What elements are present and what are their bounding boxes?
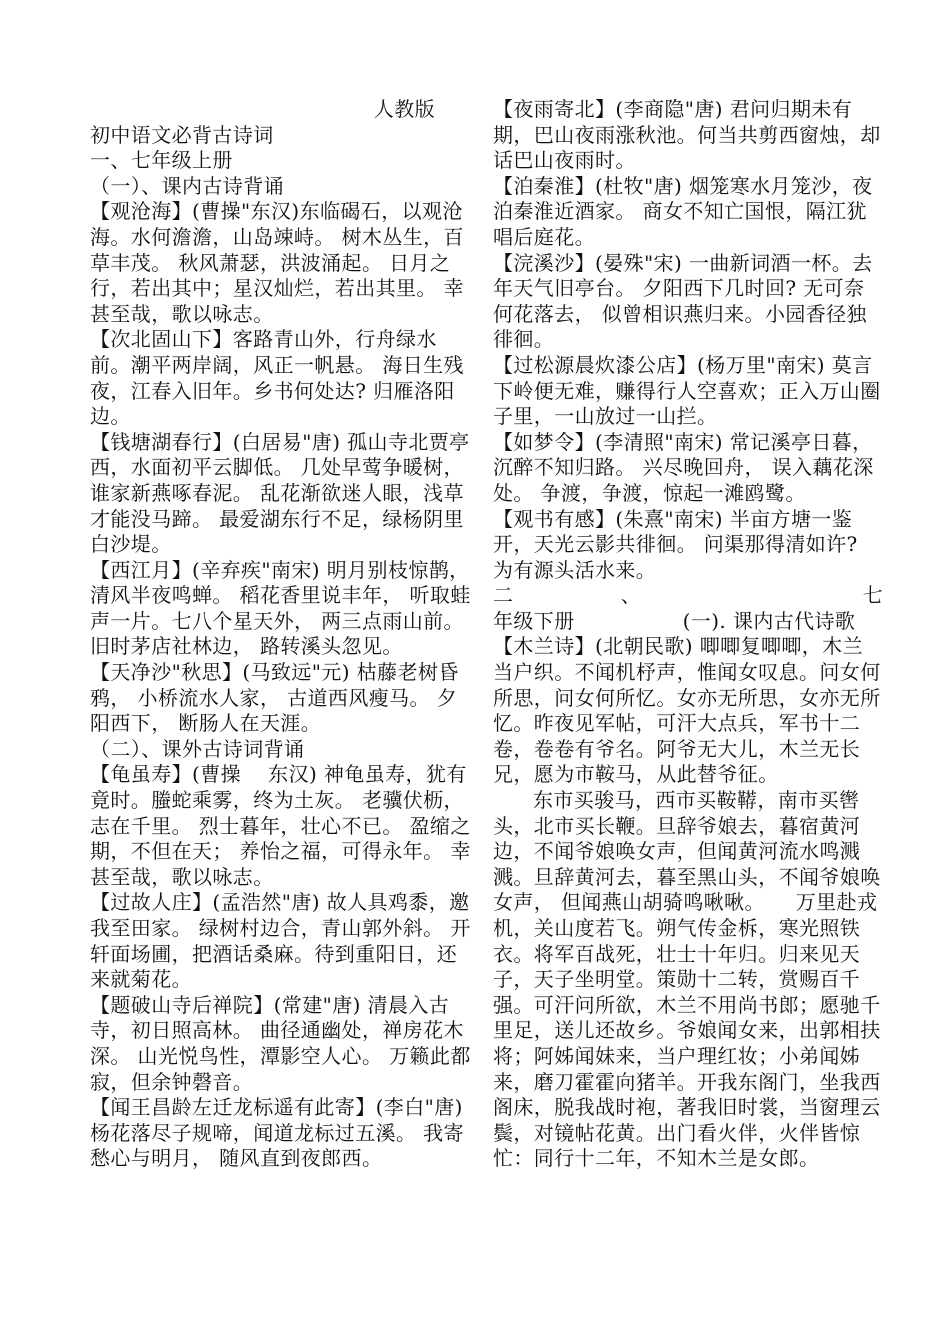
edition-label: 人教版 (373, 97, 435, 121)
section-1-title: 一、七年级上册 (90, 148, 233, 173)
poem-guan-shu-you-gan: 【观书有感】(朱熹"南宋) 半亩方塘一鉴开，天光云影共徘徊。 问渠那得清如许? 为有源头活水来。 (493, 506, 865, 582)
poem-mu-lan-shi-part-2: 东市买骏马，西市买鞍鞯，南市买辔头，北市买长鞭。旦辞爷娘去，暮宿黄河边，不闻爷娘唤女声，但闻黄河流水鸣溅溅。旦辞黄河去，暮至黑山头，不闻爷娘唤女声， 但闻燕山胡骑鸣啾啾。 万里赴戎机，关山度若飞。朔气传金柝，寒光照铁衣。将军百战死，壮士十年归。归来见天子，天子坐明堂。策勋十二转，赏赐百千强。可汗问所欲，木兰不用尚书郎；愿驰千里足，送儿还故乡。爷娘闻女来，出郭相扶将；阿姊闻妹来，当户理红妆；小弟闻姊来，磨刀霍霍向猪羊。开我东阁门，坐我西阁床，脱我战时袍，著我旧时裳，当窗理云鬓，对镜帖花黄。出门看火伴，火伴皆惊忙：同行十二年，不知木兰是女郎。 (493, 788, 881, 1171)
section-2-heading-line (493, 583, 883, 609)
part-2-title: （二）、课外古诗词背诵 (90, 736, 305, 761)
poem-mu-lan-shi-part-1: 【木兰诗】(北朝民歌) 唧唧复唧唧，木兰当户织。不闻机杼声，惟闻女叹息。问女何所思，问女何所忆。女亦无所思，女亦无所忆。昨夜见军帖，可汗大点兵，军书十二卷，卷卷有爷名。阿爷无大儿，木兰无长兄，愿为市鞍马，从此替爷征。 (493, 634, 881, 787)
poem-gui-sui-shou: 【龟虽寿】(曹操 东汉) 神龟虽寿，犹有竟时。螣蛇乘雾，终为土灰。 老骥伏枥，志在千里。 烈士暮年，壮心不已。 盈缩之期，不但在天； 养怡之福，可得永年。 幸甚至哉，歌以咏志。 (90, 762, 471, 889)
section-2-grade-digit: 七 (862, 583, 883, 608)
poem-ci-bei-gu-shan-xia: 【次北固山下】客路青山外，行舟绿水前。潮平两岸阔，风正一帆悬。 海日生残夜，江春入旧年。乡书何处达? 归雁洛阳边。 (90, 327, 464, 429)
section-2-prefix: 二、 (493, 583, 749, 608)
section-2-part-title: (一). 课内古代诗歌 (682, 608, 856, 633)
poem-ru-meng-ling: 【如梦令】(李清照"南宋) 常记溪亭日暮， 沉醉不知归路。 兴尽晚回舟， 误入藕花深处。 争渡，争渡，惊起一滩鸥鹭。 (493, 429, 880, 505)
poem-xi-jiang-yue: 【西江月】(辛弃疾"南宋) 明月别枝惊鹊， 清风半夜鸣蝉。 稻花香里说丰年， 听取蛙声一片。七八个星天外， 两三点雨山前。 旧时茅店社林边， 路转溪头忽见。 (90, 557, 477, 659)
document-title: 初中语文必背古诗词 (90, 122, 274, 147)
poem-bo-qin-huai: 【泊秦淮】(杜牧"唐) 烟笼寒水月笼沙，夜泊秦淮近酒家。 商女不知亡国恨，隔江犹唱后庭花。 (493, 173, 873, 249)
poem-ye-yu-ji-bei: 【夜雨寄北】(李商隐"唐) 君问归期未有期，巴山夜雨涨秋池。何当共剪西窗烛，却话巴山夜雨时。 (493, 97, 881, 173)
left-column (90, 97, 475, 1172)
poem-guo-gu-ren-zhuang: 【过故人庄】(孟浩然"唐) 故人具鸡黍，邀我至田家。 绿树村边合，青山郭外斜。 开轩面场圃，把酒话桑麻。待到重阳日，还来就菊花。 (90, 890, 471, 992)
poem-guo-song-yuan: 【过松源晨炊漆公店】(杨万里"南宋) 莫言下岭便无难，赚得行人空喜欢；正入万山圈子里，一山放过一山拦。 (493, 352, 881, 429)
poem-huan-xi-sha: 【浣溪沙】(晏殊"宋) 一曲新词酒一杯。去年天气旧亭台。 夕阳西下几时回? 无可奈何花落去， 似曾相识燕归来。小园香径独徘徊。 (493, 250, 873, 352)
section-2-heading-line-2 (493, 609, 883, 635)
section-2-title: 年级下册 (493, 608, 575, 633)
part-1-title: （一）、课内古诗背诵 (90, 173, 284, 198)
poem-wen-wang-chang-ling: 【闻王昌龄左迁龙标遥有此寄】(李白"唐) 杨花落尽子规啼，闻道龙标过五溪。 我寄愁心与明月， 随风直到夜郎西。 (90, 1095, 470, 1171)
right-column (493, 97, 883, 1172)
poem-qian-tang-hu-chun-xing: 【钱塘湖春行】(白居易"唐) 孤山寺北贾亭西，水面初平云脚低。 几处早莺争暖树，谁家新燕啄春泥。 乱花渐欲迷人眼，浅草才能没马蹄。 最爱湖东行不足，绿杨阴里白沙堤。 (90, 429, 470, 557)
poem-ti-po-shan-si: 【题破山寺后禅院】(常建"唐) 清晨入古寺，初日照高林。 曲径通幽处，禅房花木深。 山光悦鸟性，潭影空人心。 万籁此都寂，但余钟磬音。 (90, 992, 471, 1094)
poem-tian-jing-sha: 【天净沙"秋思】(马致远"元) 枯藤老树昏鸦， 小桥流水人家， 古道西风瘦马。 夕阳西下， 断肠人在天涯。 (90, 660, 459, 736)
poem-guan-cang-hai: 【观沧海】(曹操"东汉)东临碣石，以观沧海。水何澹澹，山岛竦峙。 树木丛生，百草丰茂。 秋风萧瑟，洪波涌起。 日月之行，若出其中；星汉灿烂，若出其里。 幸甚至哉，歌以咏志。 (90, 199, 464, 326)
